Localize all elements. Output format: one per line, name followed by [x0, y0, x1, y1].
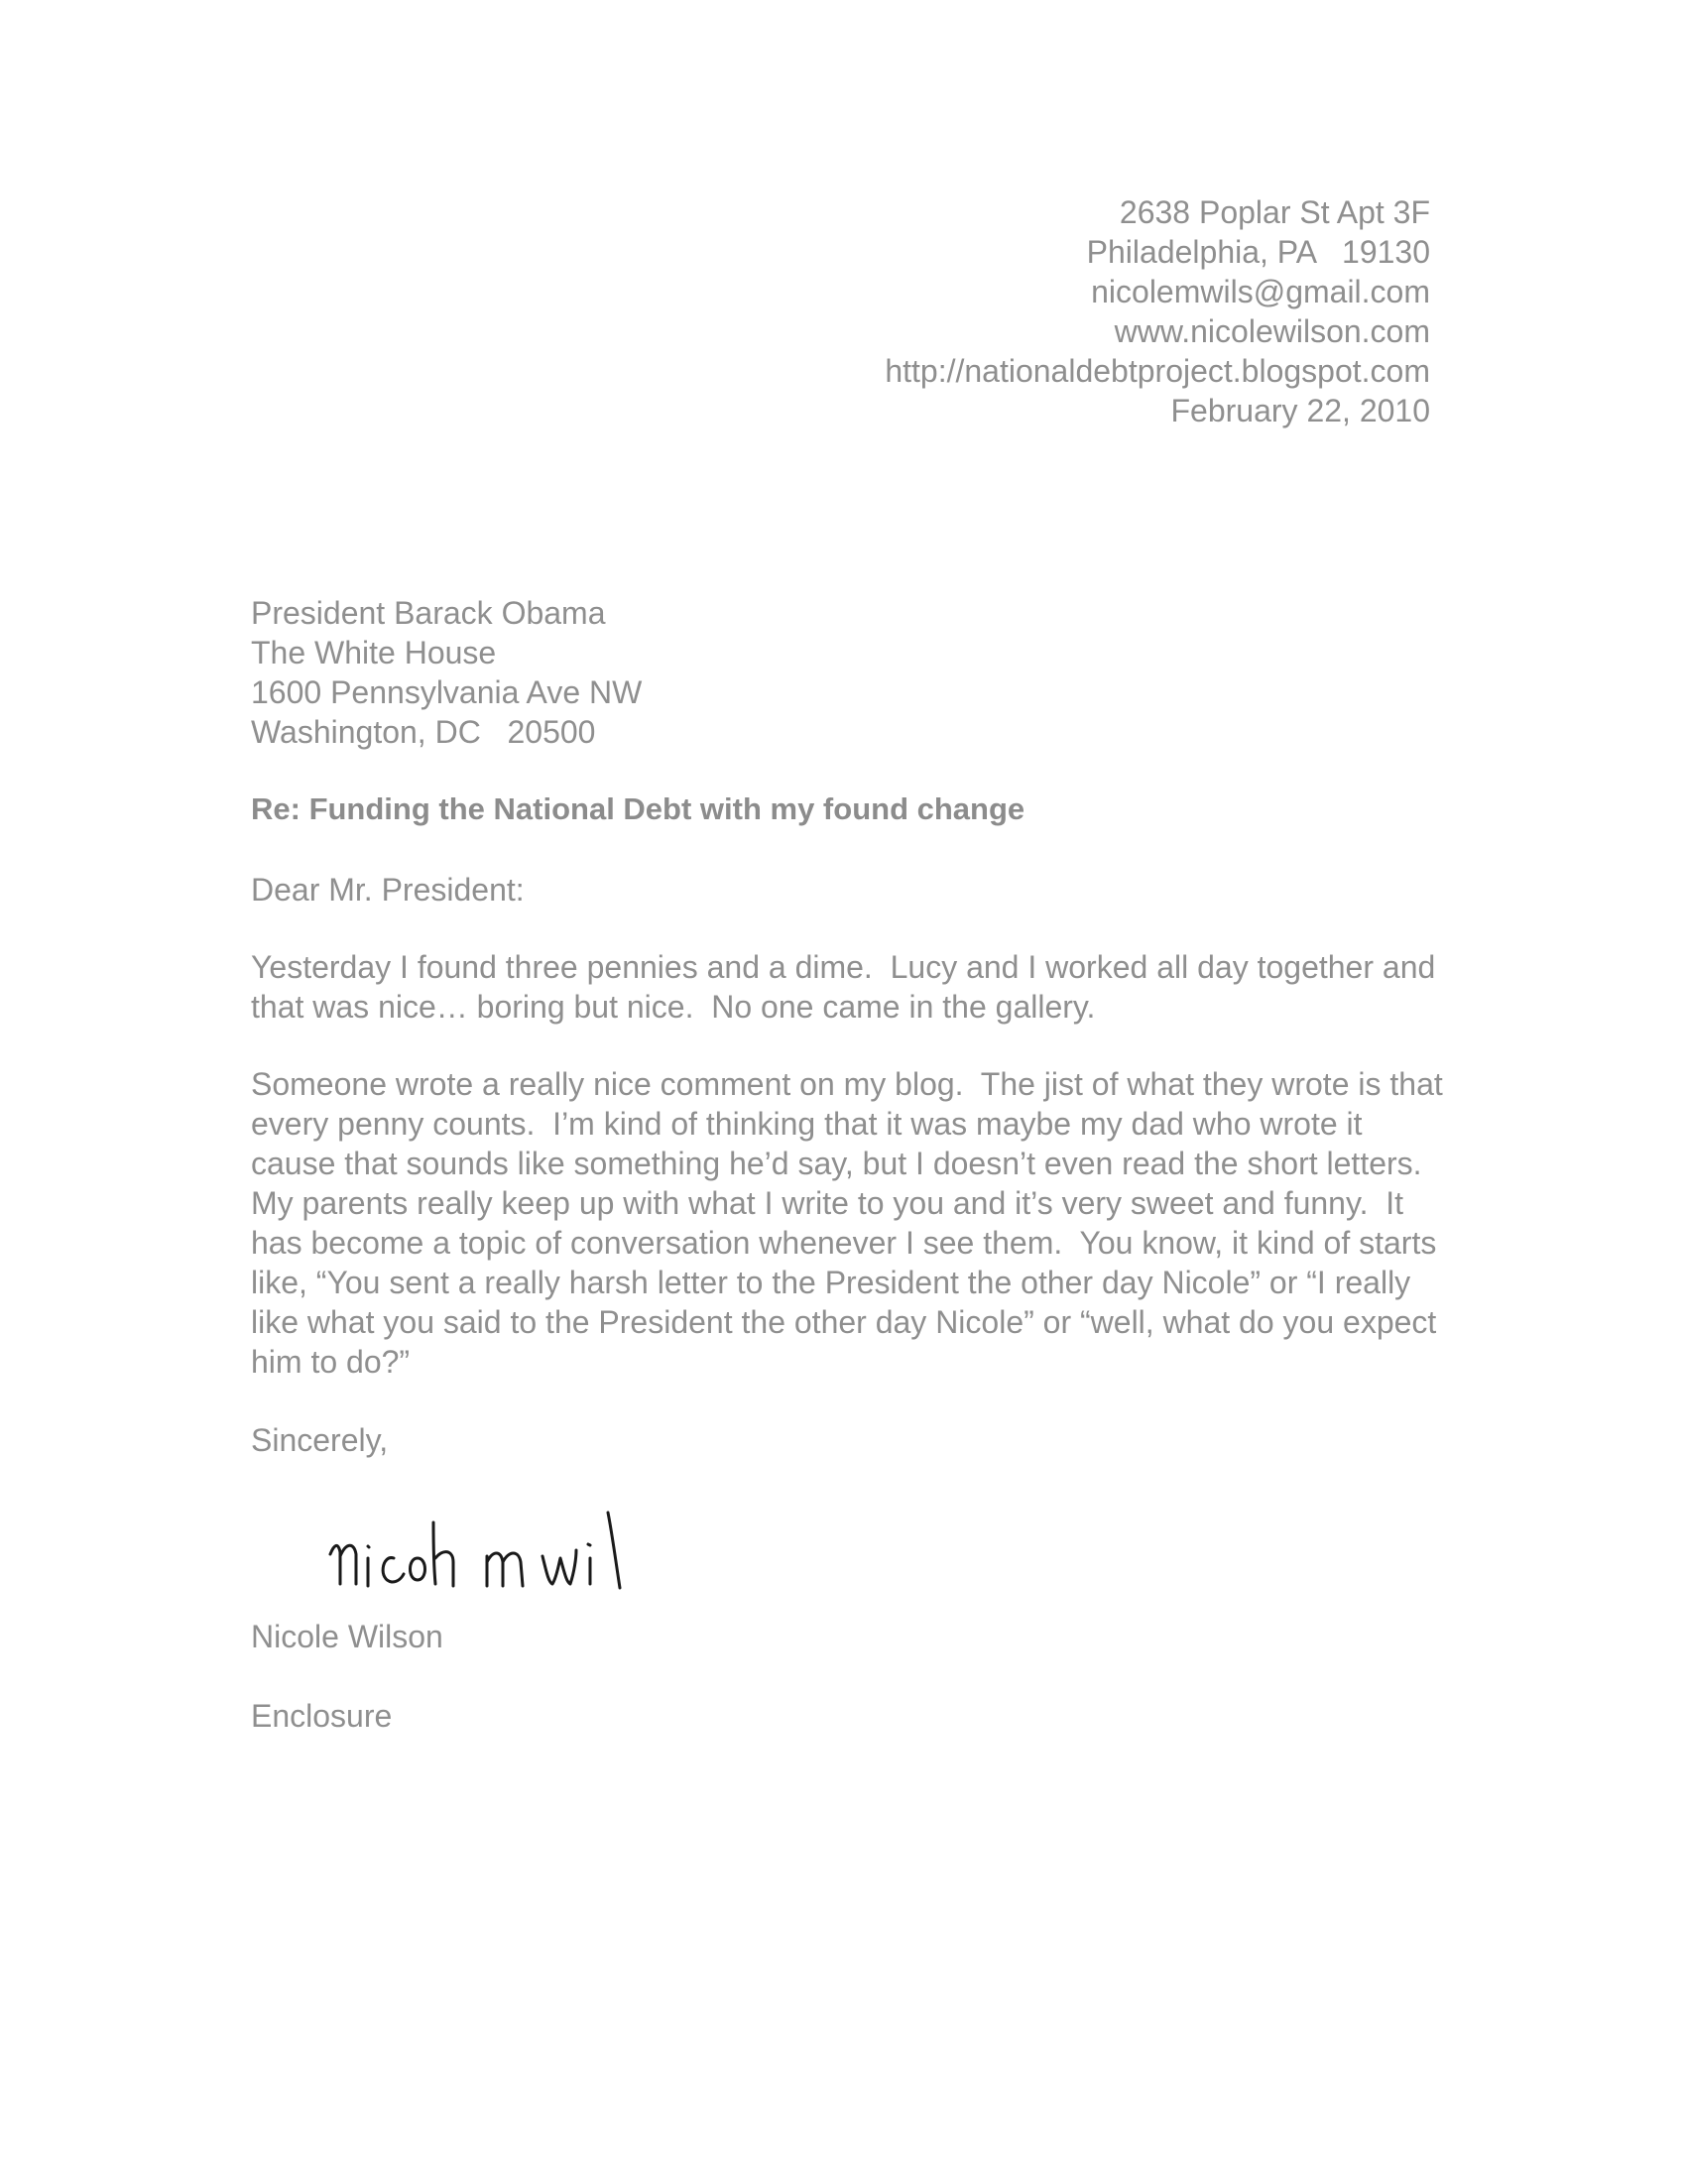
subject-line: Re: Funding the National Debt with my found change: [251, 791, 1025, 826]
signer-name: Nicole Wilson: [251, 1619, 443, 1654]
enclosure-note: Enclosure: [251, 1698, 393, 1734]
sender-website: www.nicolewilson.com: [1114, 313, 1430, 349]
body-paragraph-1: Yesterday I found three pennies and a dime. Lucy and I worked all day together and that was nice… boring but nice. No one came in the gallery.: [251, 949, 1445, 1025]
recipient-city: Washington, DC 20500: [251, 714, 596, 750]
recipient-org: The White House: [251, 635, 497, 670]
sender-email: nicolemwils@gmail.com: [1091, 274, 1430, 309]
closing: Sincerely,: [251, 1422, 389, 1458]
handwritten-signature: [322, 1493, 759, 1602]
sender-blog-url: http://nationaldebtproject.blogspot.com: [885, 353, 1430, 389]
recipient-address-block: [251, 593, 642, 752]
body-paragraph-2: Someone wrote a really nice comment on my blog. The jist of what they wrote is that every penny counts. I’m kind of thinking that it was maybe my dad who wrote it cause that sounds like something he’d say, but I doesn’t even read the short letters. My parents really keep up with what I write to you and it’s very sweet and funny. It has become a topic of conversation whenever I see them. You know, it kind of starts like, “You sent a really harsh letter to the President the other day Nicole” or “I really like what you said to the President the other day Nicole” or “well, what do you expect him to do?”: [251, 1066, 1452, 1380]
recipient-name: President Barack Obama: [251, 595, 606, 631]
letter-body: [251, 947, 1451, 1419]
sender-address-block: [885, 192, 1430, 430]
salutation: Dear Mr. President:: [251, 872, 525, 908]
recipient-street: 1600 Pennsylvania Ave NW: [251, 674, 643, 710]
letter-date: February 22, 2010: [1170, 393, 1430, 428]
sender-street: 2638 Poplar St Apt 3F: [1119, 194, 1430, 230]
sender-city: Philadelphia, PA 19130: [1086, 234, 1430, 270]
